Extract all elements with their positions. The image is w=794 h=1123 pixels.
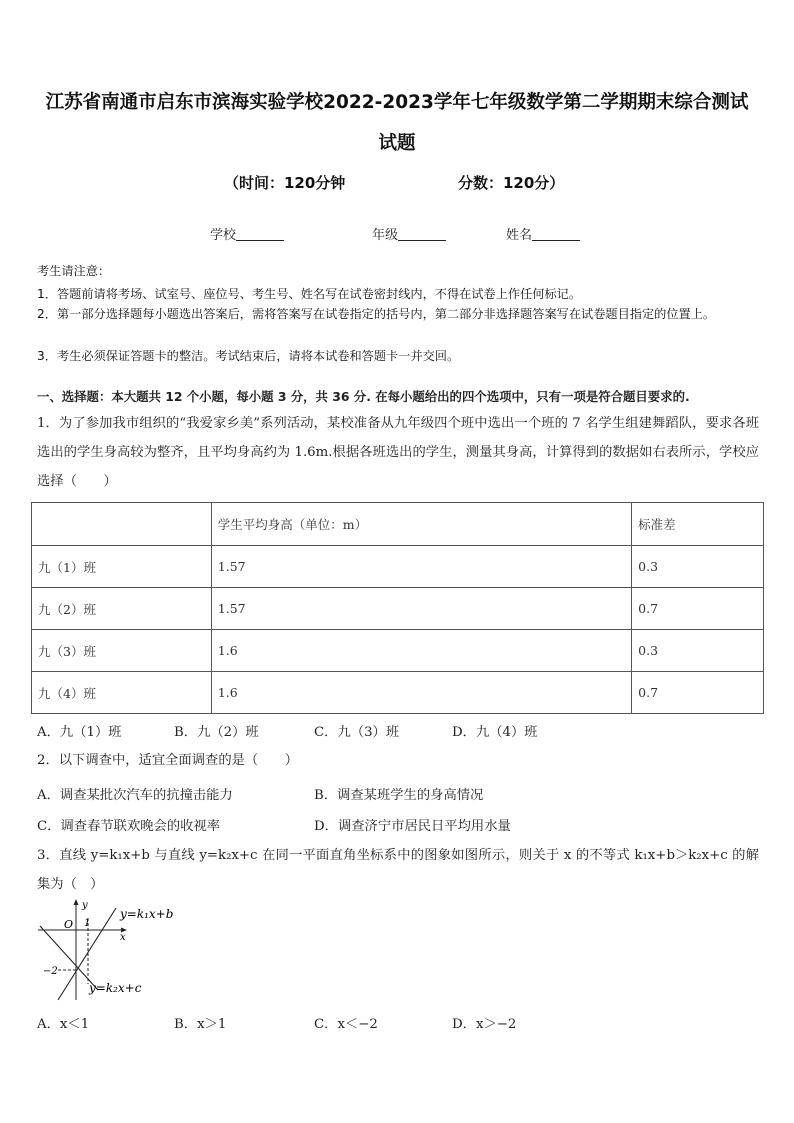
line-k1-label: y=k₁x+b — [120, 907, 174, 921]
option-a[interactable]: A．九（1）班 — [37, 725, 122, 740]
doc-title-line2: 试题 — [378, 133, 416, 154]
option-d[interactable]: D．x＞−2 — [452, 1017, 517, 1032]
option-c[interactable]: C．x＜−2 — [314, 1017, 378, 1032]
option-a[interactable]: A．调查某批次汽车的抗撞击能力 — [37, 788, 233, 803]
table-header-row — [32, 503, 764, 546]
table-cell: 九（1）班 — [32, 546, 212, 588]
table-row — [32, 546, 764, 588]
exam-time: （时间：120分钟 — [224, 174, 346, 192]
name-blank[interactable] — [532, 228, 580, 241]
table-cell: 0.3 — [632, 546, 764, 588]
table-cell: 1.6 — [211, 630, 631, 672]
name-label: 姓名 — [506, 228, 533, 243]
table-cell: 九（4）班 — [32, 672, 212, 714]
origin-label: O — [64, 918, 74, 931]
tick-label-1: 1 — [84, 918, 91, 929]
table-cell: 九（3）班 — [32, 630, 212, 672]
school-field — [210, 224, 284, 243]
line-graph-figure — [32, 896, 197, 1006]
notice-item-2: 2．第一部分选择题每小题选出答案后，需将答案写在试卷指定的括号内，第二部分非选择题答案写在试卷题目指定的位置上。 — [37, 307, 716, 321]
option-b[interactable]: B．x＞1 — [174, 1017, 227, 1032]
grade-blank[interactable] — [398, 228, 446, 241]
option-b[interactable]: B．九（2）班 — [174, 725, 259, 740]
table-cell: 1.57 — [211, 588, 631, 630]
notice-heading: 考生请注意： — [37, 264, 111, 278]
table-cell: 九（2）班 — [32, 588, 212, 630]
table-header-cell — [32, 503, 212, 546]
name-field — [506, 224, 580, 243]
section-heading: 一、选择题：本大题共 12 个小题，每小题 3 分，共 36 分. 在每小题给出的四个选项中，只有一项是符合题目要求的. — [37, 389, 690, 404]
table-cell: 0.7 — [632, 672, 764, 714]
school-label: 学校 — [210, 228, 237, 243]
question-3-text: 3．直线 y=k₁x+b 与直线 y=k₂x+c 在同一平面直角坐标系中的图象如图所示，则关于 x 的不等式 k₁x+b＞k₂x+c 的解集为（ ） — [37, 848, 759, 892]
notice-item-3: 3．考生必须保证答题卡的整洁。考试结束后，请将本试卷和答题卡一并交回。 — [37, 349, 460, 363]
option-b[interactable]: B．调查某班学生的身高情况 — [314, 788, 484, 803]
option-a[interactable]: A．x＜1 — [37, 1017, 90, 1032]
grade-label: 年级 — [372, 228, 399, 243]
grade-field — [372, 224, 446, 243]
table-cell: 1.6 — [211, 672, 631, 714]
exam-score: 分数：120分） — [458, 174, 565, 192]
option-d[interactable]: D．九（4）班 — [452, 725, 538, 740]
line-k2-label: y=k₂x+c — [89, 981, 142, 995]
table-row — [32, 588, 764, 630]
option-c[interactable]: C．调查春节联欢晚会的收视率 — [37, 819, 221, 834]
height-table — [31, 502, 764, 714]
option-c[interactable]: C．九（3）班 — [314, 725, 400, 740]
table-cell: 0.7 — [632, 588, 764, 630]
table-header-cell: 学生平均身高（单位：m） — [211, 503, 631, 546]
question-1-text: 1．为了参加我市组织的“我爱家乡美”系列活动，某校准备从九年级四个班中选出一个班的 7 名学生组建舞蹈队，要求各班选出的学生身高较为整齐，且平均身高约为 1.6m.根据各班选出的学生，测量其身高，计算得到的数据如右表所示，学校应选择（ ） — [37, 416, 759, 489]
x-axis-label: x — [120, 932, 126, 943]
table-row — [32, 630, 764, 672]
table-row — [32, 672, 764, 714]
table-cell: 1.57 — [211, 546, 631, 588]
table-cell: 0.3 — [632, 630, 764, 672]
doc-title-line1: 江苏省南通市启东市滨海实验学校2022-2023学年七年级数学第二学期期末综合测试 — [45, 92, 749, 113]
option-d[interactable]: D．调查济宁市居民日平均用水量 — [314, 819, 511, 834]
question-2-text: 2．以下调查中，适宜全面调查的是（ ） — [37, 753, 299, 768]
table-header-cell: 标准差 — [632, 503, 764, 546]
y-axis-label: y — [82, 900, 88, 911]
notice-item-1: 1．答题前请将考场、试室号、座位号、考生号、姓名写在试卷密封线内，不得在试卷上作任何标记。 — [37, 287, 582, 301]
y-axis-arrow — [74, 899, 79, 905]
school-blank[interactable] — [236, 228, 284, 241]
tick-label-neg2: −2 — [43, 966, 58, 977]
